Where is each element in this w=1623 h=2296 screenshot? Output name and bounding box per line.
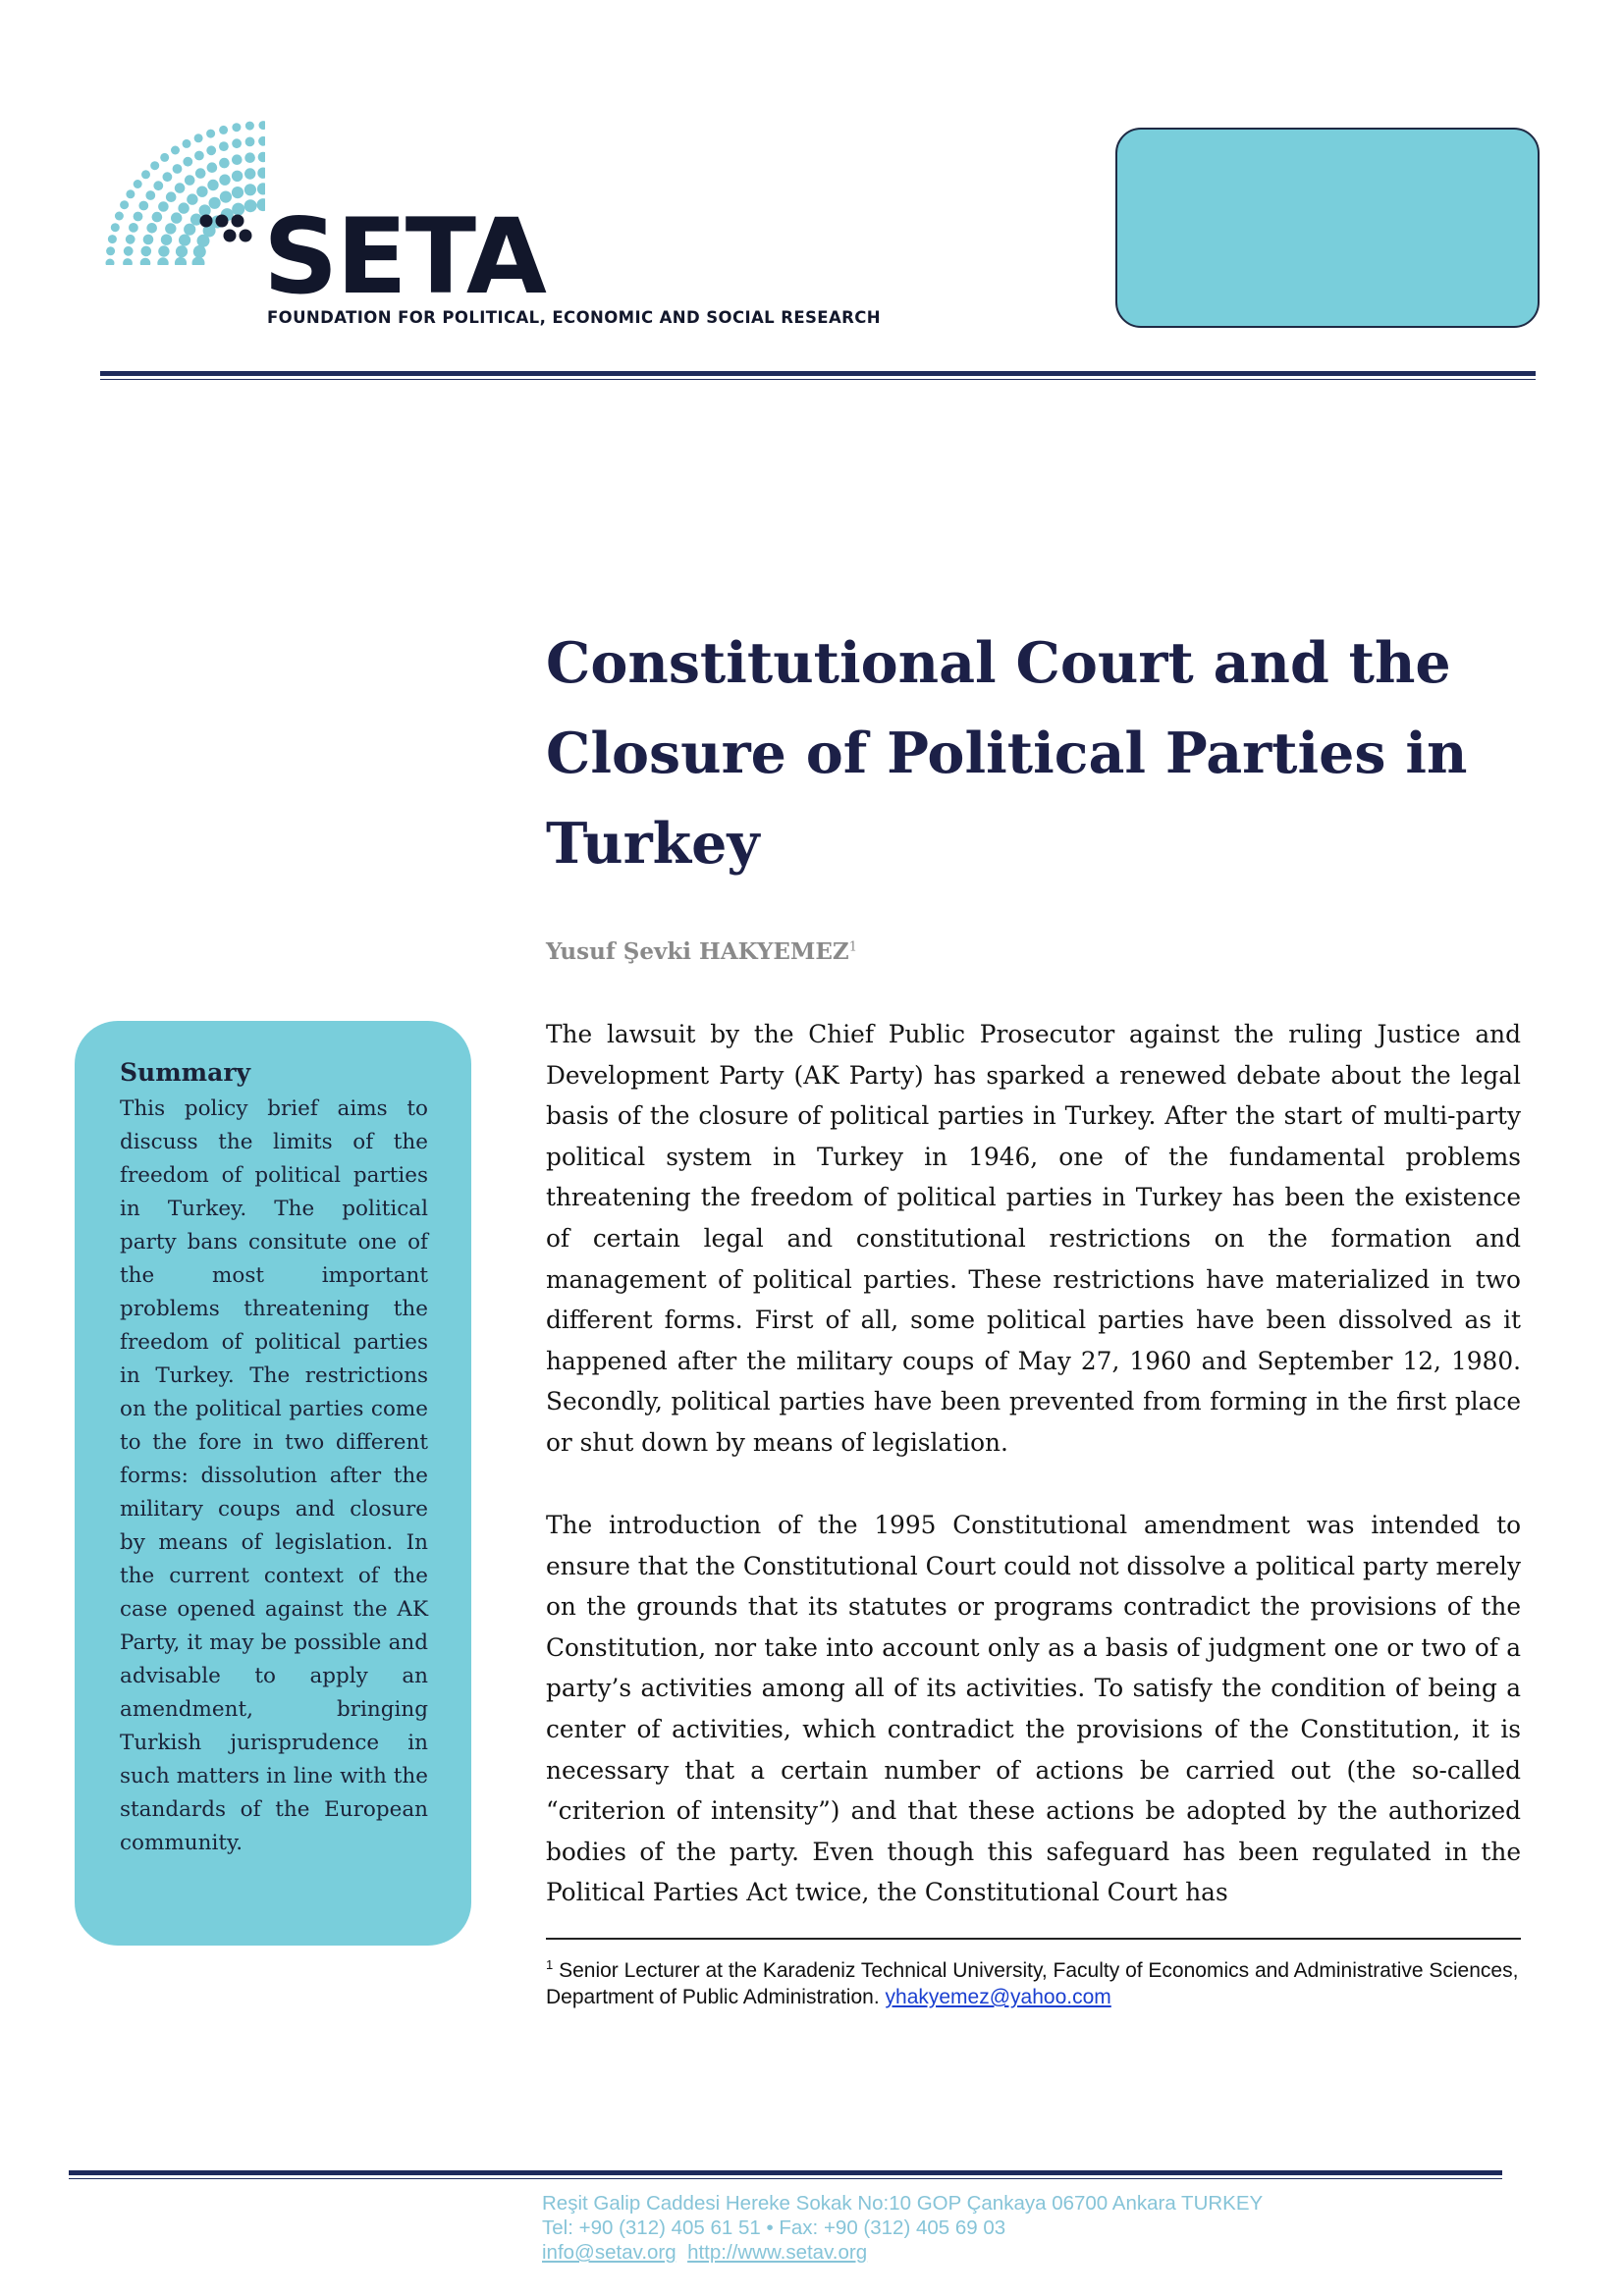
logo-dot bbox=[152, 212, 163, 223]
logo-dot bbox=[257, 168, 265, 179]
logo-dot bbox=[126, 235, 135, 244]
logo-dot bbox=[179, 235, 190, 246]
logo-dot bbox=[244, 168, 255, 179]
logo-dot bbox=[171, 212, 182, 223]
logo-dot bbox=[108, 235, 117, 243]
logo-dot bbox=[124, 246, 134, 256]
body-paragraph-2: The introduction of the 1995 Constitutional amendment was intended to ensure that the Constitutional Court could not dissolve a political party merely on the grounds that its statutes or programs contradict the provisions of the Constitution, nor take into account only as a basis of judgment one or two of a party’s activities among all of its activities. To satisfy the condition of being a center of activities, which contradict the provisions of the Constitution, it is necessary that a certain number of actions be carried out (the so-called “criterion of intensity”) and that these actions be adopted by the authorized bodies of the party. Even though this safeguard has been regulated in the Political Parties Act twice, the Constitutional Court has bbox=[546, 1511, 1521, 1907]
footer-rule bbox=[69, 2170, 1502, 2175]
author-footnote-mark: 1 bbox=[848, 939, 857, 955]
logo-dot bbox=[106, 246, 115, 255]
logo-dot bbox=[175, 257, 187, 265]
logo-dot bbox=[258, 136, 265, 146]
logo-dot bbox=[206, 130, 215, 138]
logo-dot bbox=[245, 137, 255, 147]
logo-dot bbox=[141, 246, 152, 257]
logo-dot bbox=[158, 245, 169, 256]
summary-text: This policy brief aims to discuss the limits of the freedom of political parties in Turkey. The political party bans consitute one of the most important problems threatening the freedom of political parties in Turkey. The restrictions on the political parties come to the fore in two different forms: dissolution after the military coups and closure by means of legislation. In the current context of the case opened against the AK Party, it may be possible and advisable to apply an amendment, bringing Turkish jurisprudence in such matters in line with the standards of the European community. bbox=[120, 1096, 428, 1855]
logo-dot bbox=[153, 181, 163, 190]
logo-dot-dark bbox=[232, 215, 244, 228]
logo-dot-dark bbox=[224, 230, 237, 242]
logo-dot bbox=[219, 175, 230, 186]
logo-dot bbox=[245, 122, 254, 131]
logo-dot bbox=[232, 171, 243, 182]
logo-dot bbox=[161, 235, 172, 245]
logo-dot bbox=[145, 190, 155, 200]
body-paragraph-1: The lawsuit by the Chief Public Prosecutor against the ruling Justice and Development Party (AK Party) has sparked a renewed debate about the legal basis of the closure of political parties in Turkey. After the start of multi-party political system in Turkey in 1946, one of the fundamental problems threatening the freedom of political parties in Turkey has been the existence of certain legal and constitutional restrictions on the formation and management of political parties. These restrictions have materialized in two different forms. First of all, some political parties have been dissolved as it happened after the military coups of May 27, 1960 and September 12, 1980. Secondly, political parties have been prevented from forming in the first place or shut down by means of legislation. bbox=[546, 1020, 1521, 1457]
logo-dot bbox=[232, 138, 242, 148]
logo-dot bbox=[207, 162, 218, 173]
logo-dot bbox=[134, 212, 143, 222]
logo-dot bbox=[220, 191, 232, 203]
logo-dot bbox=[134, 180, 142, 188]
footnote-mark: 1 bbox=[546, 1957, 554, 1972]
logo-dot bbox=[185, 175, 195, 186]
author-byline bbox=[546, 938, 857, 965]
author-name: Yusuf Şevki HAKYEMEZ bbox=[546, 938, 849, 965]
logo-dot bbox=[232, 187, 243, 198]
logo-dot bbox=[244, 199, 257, 212]
footer-website-link[interactable]: http://www.setav.org bbox=[687, 2241, 868, 2264]
footnote bbox=[546, 1951, 1521, 2010]
logo-tagline: FOUNDATION FOR POLITICAL, ECONOMIC AND SOCIAL RESEARCH bbox=[267, 308, 881, 327]
logo-dot bbox=[244, 184, 256, 195]
logo-dot bbox=[232, 203, 244, 216]
logo-dot bbox=[209, 197, 221, 209]
logo-dot bbox=[129, 223, 138, 233]
footnote-email-link[interactable]: yhakyemez@yahoo.com bbox=[885, 1986, 1111, 2008]
footer-address: Reşit Galip Caddesi Hereke Sokak No:10 GOP Çankaya 06700 Ankara TURKEY bbox=[542, 2192, 1264, 2215]
title-line: Constitutional Court and the bbox=[546, 630, 1451, 696]
logo-dot bbox=[219, 141, 229, 151]
logo-dot bbox=[184, 224, 195, 236]
logo-dot bbox=[166, 191, 177, 202]
logo-dot bbox=[157, 257, 168, 265]
logo-dot bbox=[244, 152, 255, 163]
logo-dot bbox=[193, 245, 206, 258]
logo-dot bbox=[183, 157, 192, 167]
dot-globe-icon bbox=[98, 98, 265, 265]
title-line: Closure of Political Parties in bbox=[546, 721, 1468, 786]
logo-dot bbox=[111, 223, 120, 232]
summary-heading: Summary bbox=[120, 1058, 251, 1087]
logo-dot bbox=[138, 201, 148, 211]
footer-address-block bbox=[542, 2191, 1426, 2265]
logo-dot bbox=[194, 151, 204, 161]
logo-dot bbox=[259, 121, 266, 130]
logo-dot-dark bbox=[240, 230, 252, 242]
logo-dot bbox=[232, 154, 243, 165]
logo-dot-dark bbox=[216, 215, 229, 228]
title-line: Turkey bbox=[546, 811, 760, 877]
logo-dot bbox=[219, 126, 228, 134]
logo-dot bbox=[183, 139, 191, 148]
logo-dot bbox=[176, 245, 188, 257]
logo-dot bbox=[187, 193, 197, 204]
logo-dot bbox=[257, 183, 265, 194]
logo-dot bbox=[160, 153, 169, 162]
logo-dot bbox=[115, 212, 124, 221]
article-title bbox=[546, 618, 1528, 889]
logo-dot bbox=[143, 235, 154, 245]
logo-dot bbox=[163, 172, 173, 182]
logo-dot bbox=[141, 170, 150, 179]
footnote-text: Senior Lecturer at the Karadeniz Technical University, Faculty of Economics and Administrative Sciences, Department of Public Administration. bbox=[546, 1959, 1519, 2008]
logo-dot bbox=[175, 183, 186, 193]
logo-dot bbox=[173, 164, 183, 174]
logo-dot-dark bbox=[200, 215, 213, 228]
logo-dot bbox=[219, 158, 230, 169]
logo-dot bbox=[194, 133, 203, 142]
logo-dot bbox=[106, 259, 115, 266]
logo-dot bbox=[165, 223, 176, 234]
seta-logo bbox=[98, 98, 881, 334]
logo-dot bbox=[171, 146, 180, 155]
logo-dot bbox=[158, 201, 169, 212]
logo-dot bbox=[126, 189, 135, 198]
footer-phone: Tel: +90 (312) 405 61 51 • Fax: +90 (312) 405 69 03 bbox=[542, 2216, 1006, 2239]
logo-dot bbox=[120, 200, 129, 209]
footnote-rule bbox=[546, 1938, 1521, 1940]
logo-dot bbox=[192, 257, 205, 266]
footer-email-link[interactable]: info@setav.org bbox=[542, 2241, 676, 2264]
logo-dot bbox=[140, 258, 151, 265]
logo-dot bbox=[146, 223, 157, 234]
logo-dot bbox=[196, 187, 207, 197]
logo-dot bbox=[206, 145, 216, 155]
logo-dot bbox=[232, 123, 241, 132]
logo-dot bbox=[207, 180, 218, 190]
header-corner-box bbox=[1115, 128, 1540, 328]
header-rule bbox=[100, 371, 1536, 376]
logo-wordmark: SETA bbox=[263, 196, 545, 317]
logo-dot bbox=[123, 258, 133, 265]
logo-dot bbox=[195, 168, 206, 179]
logo-dot bbox=[178, 202, 189, 213]
logo-dot bbox=[258, 152, 265, 163]
logo-dot bbox=[150, 161, 159, 170]
